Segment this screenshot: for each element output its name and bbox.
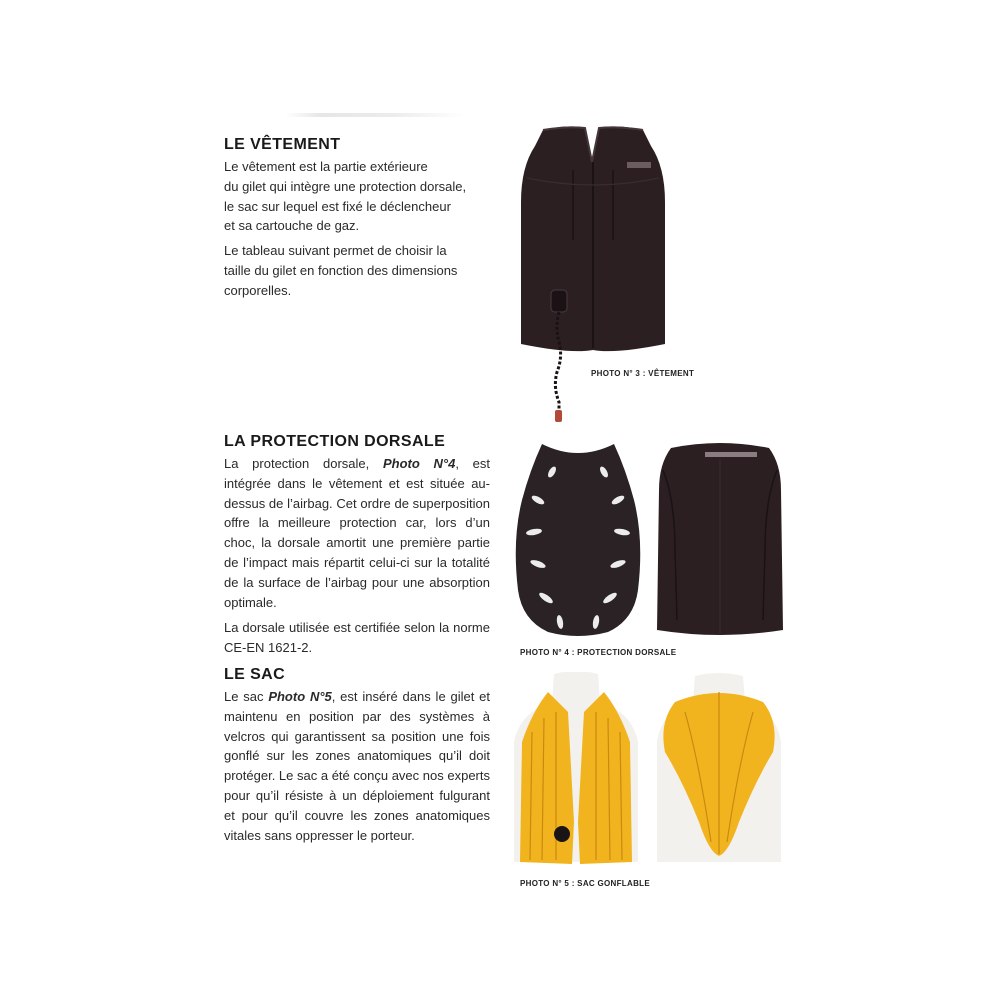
airbag-front-photo bbox=[512, 672, 640, 872]
protection-norm: La dorsale utilisée est certifiée selon la norme CE-EN 1621-2. bbox=[224, 620, 490, 655]
back-protector-photo bbox=[508, 440, 648, 640]
photo-3-caption: PHOTO N° 3 : VÊTEMENT bbox=[591, 369, 695, 378]
photo-4-reference: Photo N°4 bbox=[382, 456, 456, 471]
size-note-line-3: corporelles. bbox=[224, 282, 292, 298]
vetement-line-2: du gilet qui intègre une protection dorsale, bbox=[224, 178, 467, 194]
vetement-line-3: le sac sur lequel est fixé le déclencheur bbox=[224, 198, 451, 214]
airbag-back-photo bbox=[655, 672, 783, 872]
section-title-vetement: LE VÊTEMENT bbox=[224, 136, 341, 153]
photo-4-caption: PHOTO N° 4 : PROTECTION DORSALE bbox=[520, 648, 677, 657]
protection-description bbox=[224, 454, 490, 612]
scan-artifact bbox=[285, 113, 465, 117]
size-note-line-1: Le tableau suivant permet de choisir la bbox=[224, 243, 447, 258]
vest-back-photo bbox=[655, 440, 785, 640]
section-title-protection-dorsale: LA PROTECTION DORSALE bbox=[224, 433, 446, 450]
sac-text-end: , est inséré dans le gilet et maintenu en position par des systèmes à velcros qui garantissent sa position une fois gonflé sur les zones anatomiques qu’il doit protéger. Le sac a été conçu avec nos experts pour qu’il résiste à un déploiement fulgurant et pour qu’il couvre les zones anatomiques vitales sans oppresser le porteur. bbox=[224, 689, 490, 843]
section-title-sac: LE SAC bbox=[224, 666, 286, 683]
vetement-description bbox=[224, 157, 490, 236]
sac-description bbox=[224, 687, 490, 845]
photo-5-caption: PHOTO N° 5 : SAC GONFLABLE bbox=[520, 879, 650, 888]
sac-text-start: Le sac bbox=[224, 689, 269, 704]
protection-text-start: La protection dorsale, bbox=[224, 456, 383, 471]
size-note-line-2: taille du gilet en fonction des dimensions bbox=[224, 262, 458, 278]
vetement-line-4: et sa cartouche de gaz. bbox=[224, 218, 360, 234]
protection-text-end: , est intégrée dans le vêtement et est située au-dessus de l’airbag. Cet ordre de superposition offre la meilleure protection car, lors d’un choc, la dorsale amortit une première partie de l’impact mais répartit celui-ci sur la totalité de la surface de l’airbag pour une absorption optimale. bbox=[224, 456, 490, 610]
vest-front-photo bbox=[515, 122, 670, 427]
vetement-line-1: Le vêtement est la partie extérieure bbox=[224, 159, 428, 174]
vetement-size-note bbox=[224, 241, 490, 300]
photo-5-reference: Photo N°5 bbox=[268, 689, 332, 704]
